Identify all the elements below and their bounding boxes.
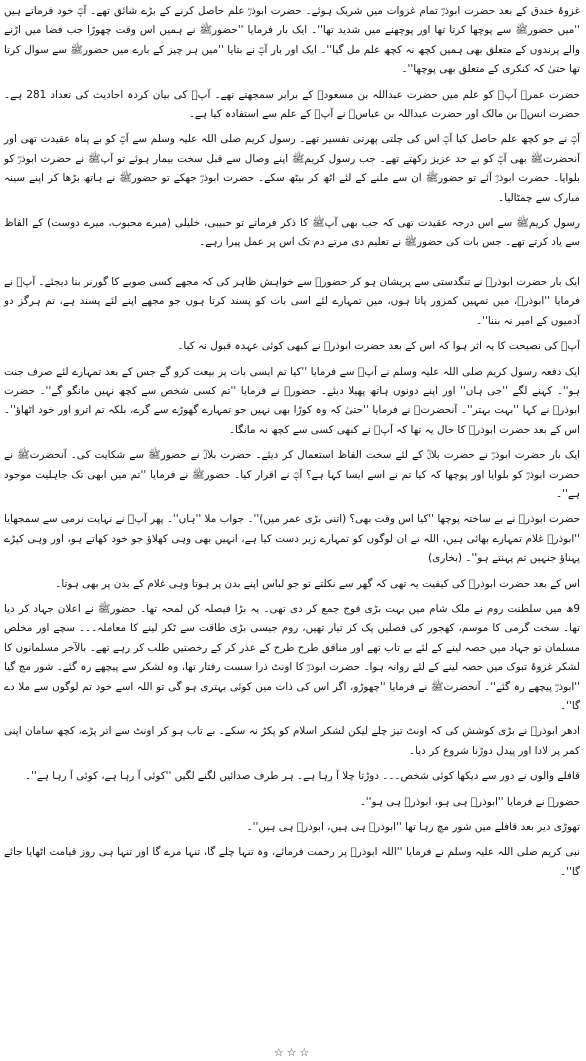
paragraph: آپؓ نے جو کچھ علم حاصل کیا آپؓ اس کی چلتی پھرتی تفسیر تھے۔ رسول کریم صلی اللہ علیہ وسلم سے آپؓ کو بے پناہ عقیدت تھی اور آنحضرتﷺ بھی آپؓ کو بے حد عزیز رکھتے تھے۔ جب رسول کریمﷺ اپنے وصال سے قبل سخت بیمار ہوئے تو آپﷺ نے حضرت ابوذرؓ کو بلوایا۔ حضرت ابوذرؓ آئے تو حضورﷺ ان سے ملنے کے لئے اٹھ کر بیٹھ سکے۔ حضرت ابوذرؓ جھکے تو حضورﷺ نے ہاتھ بڑھا کر اپنے سینہ مبارک سے چمٹالیا۔: [4, 133, 580, 204]
paragraph: رسول کریمﷺ سے اس درجہ عقیدت تھی کہ جب بھی آپﷺ کا ذکر فرماتے تو حبیبی، خلیلی (میرے محبوب، میرے دوست) کے الفاظ سے یاد کرتے تھے۔ جس بات کی حضورﷺ نے تعلیم دی مرتے دم تک اس پر عمل پیرا رہے۔: [4, 217, 580, 249]
paragraph: ایک دفعہ رسول کریم صلی اللہ علیہ وسلم نے آپؓ سے فرمایا ''کیا تم ایسی بات پر بیعت کرو گے جس کے بعد تمہارے لئے صرف جنت ہو''۔ کہنے لگے ''جی ہاں'' اور اپنے دونوں ہاتھ پھیلا دیئے۔ حضورﷺ نے فرمایا ''تم کسی شخص سے کچھ نہیں مانگو گے''۔ حضرت ابوذرؓ نے کہا ''بہت بہتر''۔ آنحضرتﷺ نے فرمایا ''حتیٰ کہ وہ کوڑا بھی نہیں جو تمہارے گھوڑے سے گرے، بلکہ تم اترو اور خود اٹھاؤ''۔ اس کے بعد حضرت ابوذرؓ کا حال یہ تھا کہ آپؓ نے کبھی کسی سے کچھ نہ مانگا۔: [4, 365, 580, 436]
paragraph: غزوۂ خندق کے بعد حضرت ابوذرؓ تمام غزوات میں شریک ہوئے۔ حضرت ابوذرؓ علم حاصل کرنے کے بڑے شائق تھے۔ آپؓ خود فرماتے ہیں ''میں حضورﷺ سے پوچھا کرتا تھا اور پوچھنے میں شدید تھا''۔ ایک بار فرمایا ''حضورﷺ نے ہمیں اس وقت چھوڑا جب فضا میں اڑنے والے پرندوں کے متعلق بھی ہمیں کچھ نہ کچھ علم مل گیا''۔ ایک اور بار آپؓ نے بتایا ''میں ہر چیز کے بارے میں حضورﷺ سے سوال کرتا تھا حتیٰ کہ کنکری کے متعلق بھی پوچھا''۔: [4, 5, 580, 76]
paragraph: حضرت ابوذرؓ نے بے ساختہ پوچھا ''کیا اس وقت بھی؟ (اتنی بڑی عمر میں)''۔ جواب ملا ''ہاں''۔ پھر آپﷺ نے نہایت نرمی سے سمجھایا ''ابوذرؓ غلام تمہارے بھائی ہیں، اللہ نے ان لوگوں کو تمہارے زیر دست کیا ہے، انہیں بھی وہی کھلاؤ جو خود کھاتے ہو، اور وہی کپڑے پہناؤ جنہیں تم پہنتے ہو''۔ (بخاری): [4, 513, 580, 565]
paragraph: ایک بار حضرت ابوذرؓ نے تنگدستی سے پریشان ہو کر حضورﷺ سے خواہش ظاہر کی کہ مجھے کسی صوبے کا گورنر بنا دیجئے۔ آپﷺ نے فرمایا ''ابوذرؓ، میں تمہیں کمزور پاتا ہوں، میں تمہارے لئے اسی بات کو پسند کرتا ہوں جو مجھے اپنے لئے پسند ہے، تم ہرگز دو آدمیوں کے امیر نہ بننا''۔: [4, 275, 580, 327]
paragraph: حضرت عمرؓ آپؓ کو علم میں حضرت عبداللہ بن مسعودؓ کے برابر سمجھتے تھے۔ آپؓ کی بیان کردہ احادیث کی تعداد 281 ہے۔ حضرت انسؓ بن مالک اور حضرت عبداللہ بن عباسؓ نے آپؓ کے علم سے استفادہ کیا ہے۔: [4, 88, 580, 121]
end-mark: ☆☆☆: [273, 1046, 313, 1059]
paragraph: نبی کریم صلی اللہ علیہ وسلم نے فرمایا ''اللہ ابوذرؓ پر رحمت فرمائے، وہ تنہا چلے گا، تنہا مرے گا اور تنہا ہی روز قیامت اٹھایا جائے گا''۔: [4, 846, 580, 878]
paragraph: اس کے بعد حضرت ابوذرؓ کی کیفیت یہ تھی کہ گھر سے نکلتے تو جو لباس اپنے بدن پر ہوتا وہی غلام کے بدن پر بھی ہوتا۔: [55, 577, 580, 590]
article-body: [4, 2, 580, 882]
paragraph: ایک بار حضرت ابوذرؓ نے حضرت بلالؓ کے لئے سخت الفاظ استعمال کر دیئے۔ حضرت بلالؓ نے حضورﷺ سے شکایت کی۔ آنحضرتﷺ نے حضرت ابوذرؓ کو بلوایا اور پوچھا کہ کیا تم نے اسے ایسا کہا ہے؟ آپؓ نے اقرار کیا۔ حضورﷺ نے فرمایا ''تم میں ابھی تک جاہلیت موجود ہے''۔: [4, 449, 580, 500]
paragraph: ادھر ابوذرؓ نے بڑی کوشش کی کہ اونٹ تیز چلے لیکن لشکر اسلام کو پکڑ نہ سکے۔ بے تاب ہو کر اونٹ سے اتر پڑے، کچھ سامان اپنی کمر پر لادا اور پیدل دوڑنا شروع کر دیا۔: [4, 725, 580, 757]
paragraph: تھوڑی دیر بعد قافلے میں شور مچ رہا تھا ''ابوذرؓ ہی ہیں، ابوذرؓ ہی ہیں''۔: [246, 821, 580, 834]
paragraph: 9ھ میں سلطنت روم نے ملک شام میں بہت بڑی فوج جمع کر دی تھی۔ یہ بڑا فیصلہ کن لمحہ تھا۔ حضورﷺ نے اعلان جہاد کر دیا تھا۔ سخت گرمی کا موسم، کھجور کی فصلیں پک کر تیار تھیں، روم جیسی بڑی طاقت سے ٹکر لینے کا معاملہ۔۔۔ سچے اور مخلص مسلمان تو جہاد میں حصہ لینے کے لئے بے تاب تھے اور منافق طرح طرح کے عذر کر کے رخصتیں طلب کر رہے تھے۔ بالآخر مسلمانوں کا لشکر غزوۂ تبوک میں حصہ لینے کے لئے روانہ ہوا۔ حضرت ابوذرؓ کا اونٹ ذرا سست رفتار تھا، وہ لشکر سے پیچھے رہ گئے۔ شور مچ گیا ''ابوذرؓ پیچھے رہ گئے''۔ آنحضرتﷺ نے فرمایا ''چھوڑو، اگر اس کی ذات میں کوئی بہتری ہو گی تو اللہ اسے خود تم لوگوں سے ملا دے گا''۔: [4, 602, 580, 712]
paragraph: حضورﷺ نے فرمایا ''ابوذرؓ ہی ہو، ابوذرؓ ہی ہو''۔: [359, 795, 580, 808]
paragraph: آپﷺ کی نصیحت کا یہ اثر ہوا کہ اس کے بعد حضرت ابوذرؓ نے کبھی کوئی عہدہ قبول نہ کیا۔: [177, 340, 580, 353]
paragraph: قافلے والوں نے دور سے دیکھا کوئی شخص۔۔۔ دوڑتا چلا آ رہا ہے۔ ہر طرف صدائیں لگنے لگیں ''کوئی آ رہا ہے، کوئی آ رہا ہے''۔: [24, 770, 580, 783]
